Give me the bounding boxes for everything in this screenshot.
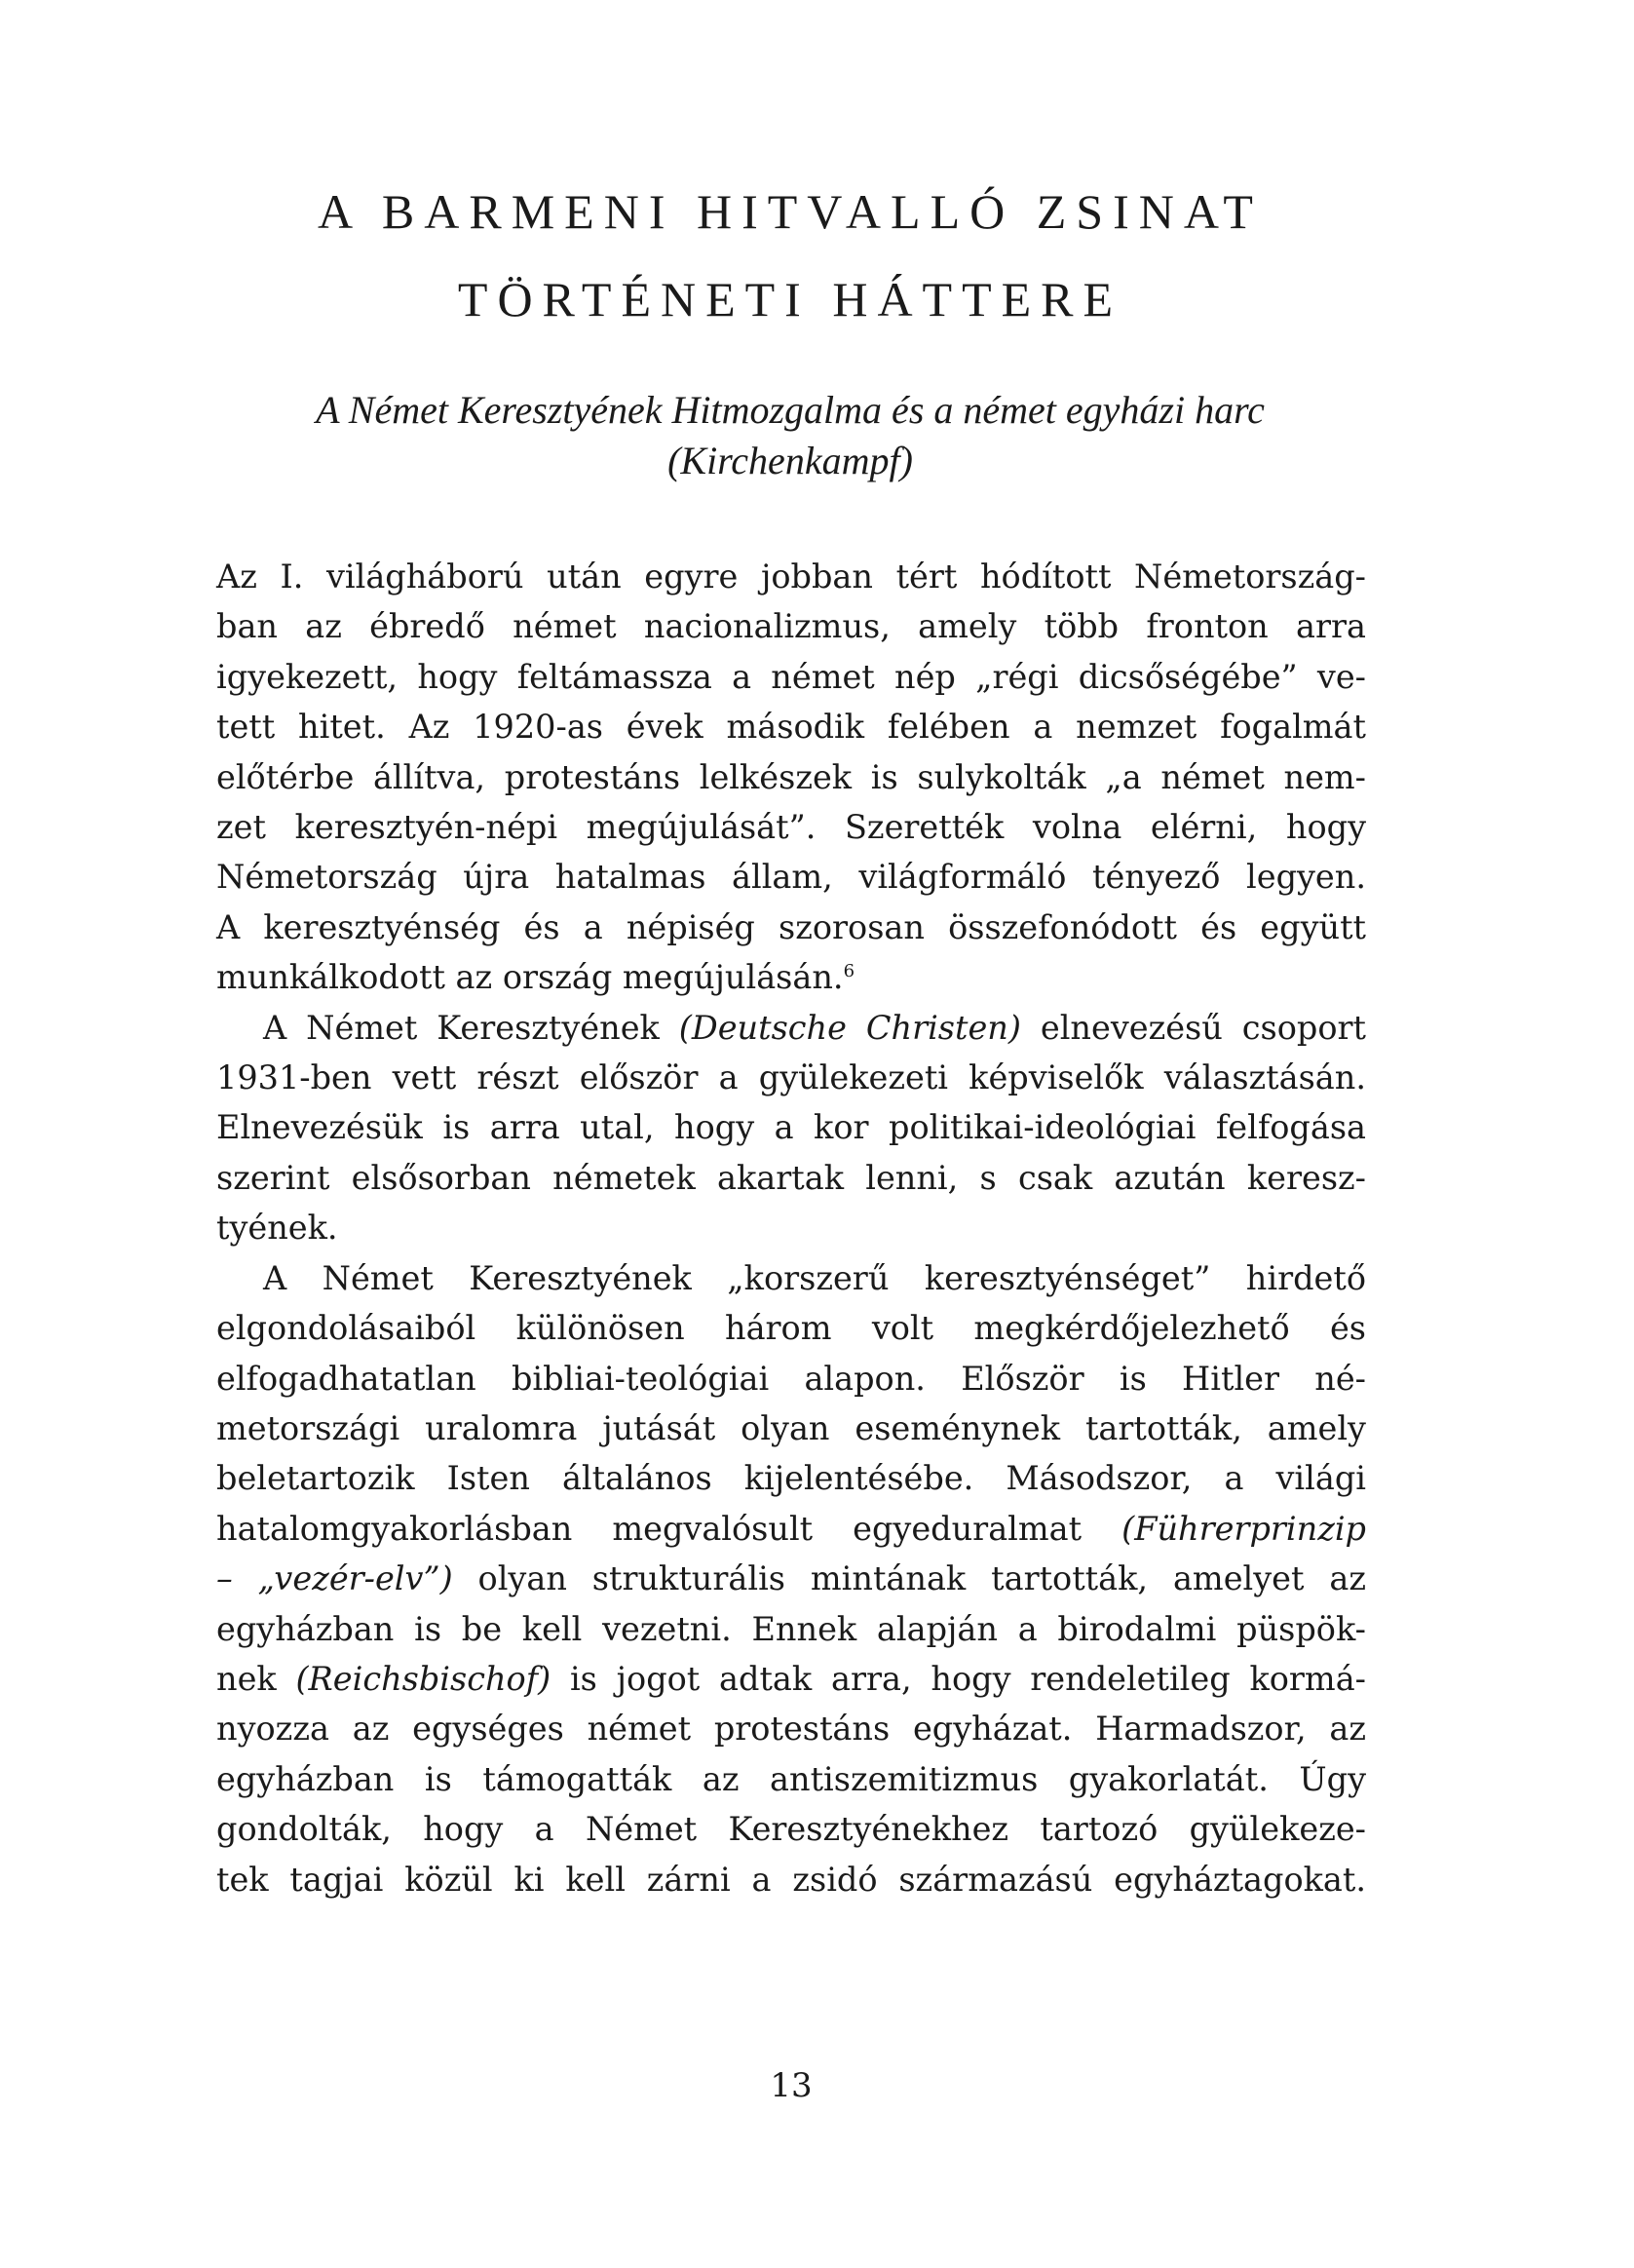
paragraph-3: [216, 1253, 1366, 1904]
text-line: ban az ébredő német nacionalizmus, amely több fronton arra: [216, 607, 1366, 646]
text-line: tyének.: [216, 1209, 338, 1248]
paragraph-1: [216, 552, 1366, 1003]
text-line: metországi uralomra jutását olyan eseménynek tartották, amely: [216, 1408, 1366, 1447]
text-fragment: nek: [216, 1659, 296, 1698]
text-line: egyházban is támogatták az antiszemitizmus gyakorlatát. Úgy: [216, 1759, 1366, 1798]
text-line: elgondolásaiból különösen három volt megkérdőjelezhető és: [216, 1309, 1366, 1348]
text-line: [216, 1654, 1366, 1704]
text-fragment: munkálkodott az ország megújulásán.: [216, 958, 844, 997]
text-fragment: elnevezésű csoport: [1020, 1008, 1366, 1047]
text-line: Az I. világháború után egyre jobban tért hódított Németország-: [216, 557, 1366, 596]
text-line: A Német Keresztyének „korszerű keresztyénséget” hirdető: [263, 1258, 1366, 1297]
text-line: tek tagjai közül ki kell zárni a zsidó származású egyháztagokat.: [216, 1860, 1366, 1899]
footnote-reference: 6: [843, 961, 855, 982]
text-line: gondolták, hogy a Német Keresztyénekhez tartozó gyülekeze-: [216, 1810, 1366, 1849]
text-line: A keresztyénség és a népiség szorosan összefonódott és együtt: [216, 907, 1366, 946]
text-fragment: is jogot adtak arra, hogy rendeletileg kormá-: [551, 1659, 1366, 1698]
subtitle-line-1: A Német Keresztyének Hitmozgalma és a német egyházi harc: [316, 388, 1265, 432]
italic-term: (Reichsbischof): [295, 1659, 551, 1698]
chapter-title: [216, 168, 1364, 343]
body-text: [216, 552, 1366, 1904]
text-line: [216, 1504, 1366, 1554]
text-line: előtérbe állítva, protestáns lelkészek is sulykolták „a német nem-: [216, 757, 1366, 796]
text-line: Elnevezésük is arra utal, hogy a kor politikai-ideológiai felfogása: [216, 1108, 1366, 1147]
text-fragment: olyan strukturális mintának tartották, amelyet az: [452, 1559, 1366, 1598]
text-line: elfogadhatatlan bibliai-teológiai alapon. Először is Hitler né-: [216, 1359, 1366, 1398]
text-line: nyozza az egységes német protestáns egyházat. Harmadszor, az: [216, 1710, 1366, 1749]
text-fragment: hatalomgyakorlásban megvalósult egyeduralmat: [216, 1509, 1122, 1548]
text-line: [216, 1554, 1366, 1603]
chapter-title-line-1: A BARMENI HITVALLÓ ZSINAT: [318, 184, 1263, 239]
section-subtitle: [216, 385, 1364, 486]
text-line: tett hitet. Az 1920-as évek második felében a nemzet fogalmát: [216, 708, 1366, 747]
subtitle-line-2: (Kirchenkampf): [667, 439, 913, 482]
italic-term: (Führerprinzip: [1121, 1509, 1366, 1548]
text-line: [216, 952, 1366, 1002]
page-number: 13: [770, 2066, 813, 2105]
text-line: zet keresztyén-népi megújulását”. Szerették volna elérni, hogy: [216, 808, 1366, 847]
text-line: Németország újra hatalmas állam, világformáló tényező legyen.: [216, 858, 1366, 897]
chapter-title-line-2: TÖRTÉNETI HÁTTERE: [457, 272, 1123, 327]
italic-term: (Deutsche Christen): [678, 1008, 1021, 1047]
text-fragment: A Német Keresztyének: [263, 1008, 679, 1047]
text-line: [216, 1003, 1366, 1053]
text-line: egyházban is be kell vezetni. Ennek alapján a birodalmi püspök-: [216, 1609, 1366, 1648]
text-line: beletartozik Isten általános kijelentésébe. Másodszor, a világi: [216, 1459, 1366, 1498]
text-line: igyekezett, hogy feltámassza a német nép „régi dicsőségébe” ve-: [216, 657, 1366, 696]
paragraph-2: [216, 1003, 1366, 1253]
text-line: szerint elsősorban németek akartak lenni, s csak azután keresz-: [216, 1158, 1366, 1197]
italic-term: – „vezér-elv”): [216, 1559, 453, 1598]
text-line: 1931-ben vett részt először a gyülekezeti képviselők választásán.: [216, 1058, 1366, 1097]
